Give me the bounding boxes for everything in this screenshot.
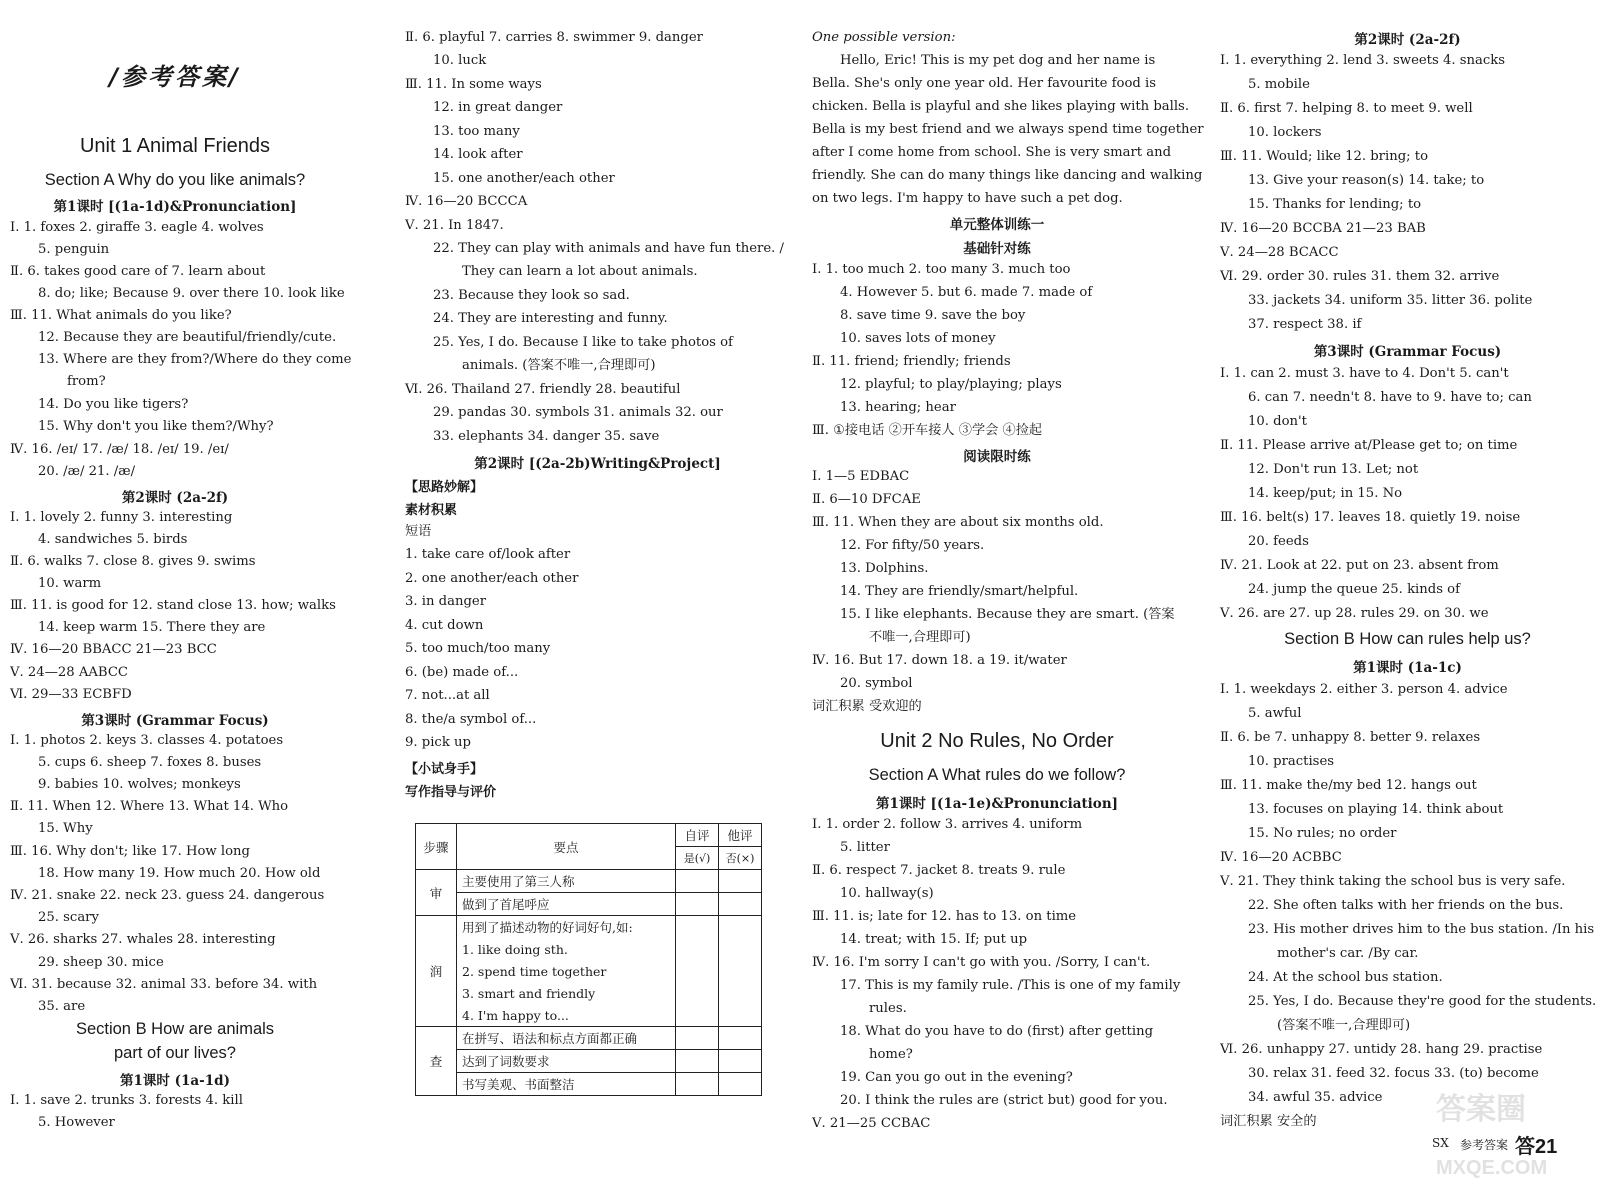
answer-line: Ⅵ. 31. because 32. animal 33. before 34. with — [10, 977, 318, 992]
watermark-logo: 答案圈 — [1436, 1093, 1526, 1126]
point-cell: 2. spend time together — [457, 960, 676, 982]
answer-line: 24. jump the queue 25. kinds of — [1248, 582, 1460, 597]
phrase-line: 4. cut down — [405, 618, 484, 633]
point-cell: 在拼写、语法和标点方面都正确 — [457, 1027, 676, 1050]
answer-line: 14. keep warm 15. There they are — [38, 620, 266, 635]
answer-line: 9. babies 10. wolves; monkeys — [38, 777, 241, 792]
table-row — [416, 1027, 762, 1050]
answer-line: Ⅱ. 6. be 7. unhappy 8. better 9. relaxes — [1220, 730, 1481, 745]
answer-line: Ⅲ. 11. make the/my bed 12. hangs out — [1220, 778, 1477, 793]
answer-line: Ⅲ. 11. When they are about six months old. — [812, 515, 1104, 530]
column-1 — [10, 0, 360, 1200]
unit-2-title: Unit 2 No Rules, No Order — [880, 730, 1114, 752]
answer-line: 12. playful; to play/playing; plays — [840, 377, 1062, 392]
tag-label: 素材积累 — [405, 503, 458, 518]
answer-line: 13. Where are they from?/Where do they come — [38, 352, 352, 367]
lesson-heading: 第1课时 [(1a-1e)&Pronunciation] — [875, 796, 1119, 812]
answer-line: Ⅱ. 6. respect 7. jacket 8. treats 9. rule — [812, 863, 1066, 878]
answer-line: 10. don't — [1248, 414, 1307, 429]
answer-line: Ⅴ. 21—25 CCBAC — [812, 1116, 931, 1131]
practice-heading: 基础针对练 — [963, 241, 1031, 257]
section-b-title: part of our lives? — [114, 1044, 236, 1062]
answer-line: Ⅴ. 24—28 BCACC — [1220, 245, 1339, 260]
answer-line: 8. save time 9. save the boy — [840, 308, 1026, 323]
phrase-line: 5. too much/too many — [405, 641, 551, 656]
answer-line: 5. awful — [1248, 706, 1302, 721]
answer-line: Ⅳ. 16—20 BBACC 21—23 BCC — [10, 642, 217, 657]
step-cell: 查 — [416, 1027, 457, 1096]
answer-line: Ⅱ. 6. walks 7. close 8. gives 9. swims — [10, 554, 256, 569]
point-cell: 主要使用了第三人称 — [457, 870, 676, 893]
footer-edition: SX — [1432, 1136, 1449, 1150]
answer-line: 24. At the school bus station. — [1248, 970, 1443, 985]
answer-line: Ⅳ. 16. I'm sorry I can't go with you. /Sorry, I can't. — [812, 955, 1151, 970]
point-cell: 1. like doing sth. — [457, 938, 676, 960]
lesson-heading: 第3课时 (Grammar Focus) — [1313, 344, 1502, 360]
answer-line: 20. I think the rules are (strict but) good for you. — [840, 1093, 1168, 1108]
answer-line: 10. practises — [1248, 754, 1335, 769]
answer-line: Ⅰ. 1. everything 2. lend 3. sweets 4. snacks — [1220, 53, 1505, 68]
answer-line: Ⅲ. 11. is good for 12. stand close 13. how; walks — [10, 598, 336, 613]
answer-line: animals. (答案不唯一,合理即可) — [462, 358, 656, 373]
header-point: 要点 — [457, 824, 676, 870]
answer-line: Ⅵ. 29—33 ECBFD — [10, 687, 132, 702]
phrase-line: 8. the/a symbol of... — [405, 712, 537, 727]
answer-line: from? — [67, 374, 106, 389]
evaluation-table — [415, 823, 762, 1096]
answer-line: Ⅲ. 16. Why don't; like 17. How long — [10, 844, 250, 859]
answer-line: Ⅰ. 1. order 2. follow 3. arrives 4. uniform — [812, 817, 1083, 832]
sample-heading: One possible version: — [812, 30, 956, 45]
answer-line: 13. Give your reason(s) 14. take; to — [1248, 173, 1485, 188]
answer-line: 15. one another/each other — [433, 171, 615, 186]
phrase-line: 6. (be) made of... — [405, 665, 519, 680]
point-cell: 用到了描述动物的好词好句,如: — [457, 916, 676, 939]
answer-line: 4. sandwiches 5. birds — [38, 532, 188, 547]
answer-line: 12. Don't run 13. Let; not — [1248, 462, 1419, 477]
point-cell: 书写美观、书面整洁 — [457, 1073, 676, 1096]
section-a-title: Section A What rules do we follow? — [868, 766, 1126, 784]
table-header-row — [416, 824, 762, 847]
lesson-heading: 第1课时 [(1a-1d)&Pronunciation] — [53, 199, 297, 215]
answer-line: 5. However — [38, 1115, 115, 1130]
answer-line: 15. Thanks for lending; to — [1248, 197, 1422, 212]
answer-line: 17. This is my family rule. /This is one of my family — [840, 978, 1181, 993]
answer-line: Ⅴ. 26. are 27. up 28. rules 29. on 30. we — [1220, 606, 1489, 621]
column-4 — [1220, 0, 1595, 1200]
answer-line: Ⅳ. 16—20 BCCBA 21—23 BAB — [1220, 221, 1426, 236]
answer-line: Ⅳ. 16. But 17. down 18. a 19. it/water — [812, 653, 1067, 668]
watermark-url: MXQE.COM — [1436, 1157, 1548, 1179]
answer-line: 14. They are friendly/smart/helpful. — [840, 584, 1079, 599]
answer-line: 15. Why — [38, 821, 93, 836]
answer-line: Ⅴ. 21. They think taking the school bus is very safe. — [1220, 874, 1566, 889]
answer-line: 15. Why don't you like them?/Why? — [38, 419, 274, 434]
table-row — [416, 1050, 762, 1073]
answer-line: 18. How many 19. How much 20. How old — [38, 866, 321, 881]
answer-line: 不唯一,合理即可) — [869, 630, 971, 645]
answers-banner: /参考答案/ — [109, 63, 241, 91]
answer-line: mother's car. /By car. — [1277, 946, 1419, 961]
essay-line: after I come home from school. She is very smart and — [812, 145, 1172, 160]
answer-line: 22. They can play with animals and have fun there. / — [433, 241, 784, 256]
section-b-title: Section B How are animals — [75, 1020, 275, 1038]
answer-line: 15. No rules; no order — [1248, 826, 1397, 841]
answer-line: Ⅲ. 11. is; late for 12. has to 13. on time — [812, 909, 1077, 924]
tag-label: 【小试身手】 — [405, 762, 484, 777]
reading-heading: 阅读限时练 — [963, 449, 1031, 465]
answer-line: Ⅰ. 1. save 2. trunks 3. forests 4. kill — [10, 1093, 243, 1108]
header-step: 步骤 — [416, 824, 457, 870]
answer-line: 37. respect 38. if — [1248, 317, 1362, 332]
answer-line: 14. keep/put; in 15. No — [1248, 486, 1403, 501]
tag-label: 写作指导与评价 — [405, 785, 497, 800]
lesson-heading: 第2课时 (2a-2f) — [1354, 32, 1461, 48]
answer-line: 29. pandas 30. symbols 31. animals 32. our — [433, 405, 723, 420]
answer-line: Ⅰ. 1—5 EDBAC — [812, 469, 910, 484]
column-3 — [812, 0, 1204, 1200]
footer-reference: 参考答案 — [1460, 1138, 1509, 1152]
answer-line: home? — [869, 1047, 913, 1062]
answer-line: 5. penguin — [38, 242, 110, 257]
answer-line: Ⅰ. 1. can 2. must 3. have to 4. Don't 5. can't — [1220, 366, 1509, 381]
answer-line: 8. do; like; Because 9. over there 10. look like — [38, 286, 345, 301]
answer-line: 12. in great danger — [433, 100, 563, 115]
answer-line: 10. saves lots of money — [840, 331, 996, 346]
table-row — [416, 1073, 762, 1096]
answer-line: Ⅳ. 16—20 ACBBC — [1220, 850, 1342, 865]
answer-line: Ⅱ. 11. When 12. Where 13. What 14. Who — [10, 799, 289, 814]
step-cell: 润 — [416, 916, 457, 1027]
answer-line: 29. sheep 30. mice — [38, 955, 164, 970]
answer-line: 10. hallway(s) — [840, 886, 934, 901]
answer-line: Ⅳ. 21. Look at 22. put on 23. absent from — [1220, 558, 1499, 573]
answer-line: Ⅵ. 26. unhappy 27. untidy 28. hang 29. practise — [1220, 1042, 1543, 1057]
vocab-note: 词汇积累 安全的 — [1220, 1114, 1317, 1129]
essay-line: Bella. She's only one year old. Her favourite food is — [812, 76, 1157, 91]
answer-line: 35. are — [38, 999, 86, 1014]
phrase-line: 2. one another/each other — [405, 571, 579, 586]
answer-line: Ⅳ. 21. snake 22. neck 23. guess 24. dangerous — [10, 888, 325, 903]
answer-line: 22. She often talks with her friends on the bus. — [1248, 898, 1564, 913]
answer-line: 23. His mother drives him to the bus station. /In his — [1248, 922, 1595, 937]
answer-line: 25. Yes, I do. Because they're good for the students. — [1248, 994, 1597, 1009]
answer-line: 13. hearing; hear — [840, 400, 956, 415]
answer-line: 5. cups 6. sheep 7. foxes 8. buses — [38, 755, 262, 770]
header-self: 自评 — [676, 824, 719, 847]
answer-line: 13. Dolphins. — [840, 561, 929, 576]
answer-line: rules. — [869, 1001, 907, 1016]
point-cell: 达到了词数要求 — [457, 1050, 676, 1073]
answer-line: (答案不唯一,合理即可) — [1277, 1018, 1411, 1033]
answer-line: 15. I like elephants. Because they are smart. (答案 — [840, 607, 1175, 622]
essay-line: Bella is my best friend and we always spend time together — [812, 122, 1204, 137]
tag-label: 【思路妙解】 — [405, 480, 484, 495]
answer-line: 13. too many — [433, 124, 520, 139]
section-b-title: Section B How can rules help us? — [1284, 630, 1531, 648]
lesson-heading: 第2课时 [(2a-2b)Writing&Project] — [474, 456, 721, 472]
answer-line: 20. feeds — [1248, 534, 1309, 549]
answer-line: Ⅲ. 11. What animals do you like? — [10, 308, 232, 323]
answer-line: 18. What do you have to do (first) after getting — [840, 1024, 1154, 1039]
answer-line: 5. mobile — [1248, 77, 1310, 92]
answer-line: 23. Because they look so sad. — [433, 288, 630, 303]
step-cell: 审 — [416, 870, 457, 916]
unit-review-heading: 单元整体训练一 — [949, 217, 1045, 233]
unit-1-title: Unit 1 Animal Friends — [79, 135, 271, 157]
answer-line: 10. luck — [433, 53, 487, 68]
answer-line: 5. litter — [840, 840, 890, 855]
answer-line: Ⅳ. 16—20 BCCCA — [405, 194, 528, 209]
answer-line: 25. Yes, I do. Because I like to take photos of — [433, 335, 733, 350]
answer-line: Ⅲ. 16. belt(s) 17. leaves 18. quietly 19. noise — [1220, 510, 1521, 525]
phrase-line: 1. take care of/look after — [405, 547, 571, 562]
phrase-line: 9. pick up — [405, 735, 471, 750]
table-row — [416, 893, 762, 916]
lesson-heading: 第1课时 (1a-1d) — [120, 1073, 230, 1089]
column-2 — [405, 0, 790, 1200]
answer-line: 20. symbol — [840, 676, 913, 691]
answer-line: 34. awful 35. advice — [1248, 1090, 1383, 1105]
vocab-note: 词汇积累 受欢迎的 — [812, 699, 922, 714]
answer-line: They can learn a lot about animals. — [462, 264, 698, 279]
point-cell: 3. smart and friendly — [457, 982, 676, 1004]
answer-line: 14. treat; with 15. If; put up — [840, 932, 1028, 947]
answer-line: 30. relax 31. feed 32. focus 33. (to) become — [1248, 1066, 1539, 1081]
essay-line: on two legs. I'm happy to have such a pet dog. — [812, 191, 1123, 206]
section-a-title: Section A Why do you like animals? — [44, 171, 306, 189]
answer-line: Ⅲ. 11. In some ways — [405, 77, 542, 92]
answer-line: Ⅱ. 6—10 DFCAE — [812, 492, 921, 507]
answer-line: 12. For fifty/50 years. — [840, 538, 985, 553]
essay-line: chicken. Bella is playful and she likes playing with balls. — [812, 99, 1190, 114]
answer-line: 33. elephants 34. danger 35. save — [433, 429, 660, 444]
answer-line: 12. Because they are beautiful/friendly/cute. — [38, 330, 337, 345]
answer-line: 24. They are interesting and funny. — [433, 311, 668, 326]
answer-line: Ⅳ. 16. /eɪ/ 17. /æ/ 18. /eɪ/ 19. /eɪ/ — [10, 442, 229, 457]
answer-line: 13. focuses on playing 14. think about — [1248, 802, 1504, 817]
answer-line: Ⅱ. 6. playful 7. carries 8. swimmer 9. danger — [405, 30, 703, 45]
answer-line: 6. can 7. needn't 8. have to 9. have to; can — [1248, 390, 1532, 405]
lesson-heading: 第3课时 (Grammar Focus) — [81, 713, 269, 729]
answer-line: Ⅴ. 24—28 AABCC — [10, 665, 129, 680]
answer-line: Ⅰ. 1. foxes 2. giraffe 3. eagle 4. wolves — [10, 220, 264, 235]
point-cell: 做到了首尾呼应 — [457, 893, 676, 916]
phrase-line: 3. in danger — [405, 594, 487, 609]
answer-line: Ⅵ. 29. order 30. rules 31. them 32. arrive — [1220, 269, 1500, 284]
answer-line: 25. scary — [38, 910, 99, 925]
answer-line: Ⅴ. 21. In 1847. — [405, 218, 504, 233]
answer-line: 4. However 5. but 6. made 7. made of — [840, 285, 1093, 300]
answer-line: Ⅱ. 6. first 7. helping 8. to meet 9. well — [1220, 101, 1473, 116]
header-peer: 他评 — [719, 824, 762, 847]
header-no: 否(×) — [719, 847, 762, 870]
essay-line: friendly. She can do many things like dancing and walking — [812, 168, 1203, 183]
header-yes: 是(√) — [676, 847, 719, 870]
phrase-line: 7. not...at all — [405, 688, 490, 703]
subtitle: 短语 — [405, 524, 432, 539]
answer-line: Ⅰ. 1. too much 2. too many 3. much too — [812, 262, 1071, 277]
answer-line: 20. /æ/ 21. /æ/ — [38, 464, 136, 479]
answer-line: 14. Do you like tigers? — [38, 397, 189, 412]
answer-line: Ⅴ. 26. sharks 27. whales 28. interesting — [10, 932, 276, 947]
lesson-heading: 第2课时 (2a-2f) — [121, 490, 229, 506]
answer-line: Ⅲ. ①接电话 ②开车接人 ③学会 ④捡起 — [812, 423, 1043, 438]
answer-line: Ⅵ. 26. Thailand 27. friendly 28. beautiful — [405, 382, 681, 397]
answer-line: 10. lockers — [1248, 125, 1322, 140]
answer-line: 19. Can you go out in the evening? — [840, 1070, 1073, 1085]
table-row — [416, 870, 762, 893]
answer-line: Ⅲ. 11. Would; like 12. bring; to — [1220, 149, 1429, 164]
answer-line: 33. jackets 34. uniform 35. litter 36. polite — [1248, 293, 1533, 308]
lesson-heading: 第1课时 (1a-1c) — [1353, 660, 1462, 676]
answer-line: Ⅰ. 1. weekdays 2. either 3. person 4. advice — [1220, 682, 1508, 697]
answer-line: 10. warm — [38, 576, 102, 591]
point-cell: 4. I'm happy to... — [457, 1004, 676, 1027]
page-number: 答21 — [1515, 1136, 1558, 1158]
answer-line: Ⅱ. 11. Please arrive at/Please get to; on time — [1220, 438, 1518, 453]
answer-line: Ⅱ. 6. takes good care of 7. learn about — [10, 264, 266, 279]
answer-line: Ⅰ. 1. lovely 2. funny 3. interesting — [10, 510, 233, 525]
answer-line: 14. look after — [433, 147, 523, 162]
answer-line: Ⅱ. 11. friend; friendly; friends — [812, 354, 1011, 369]
essay-line: Hello, Eric! This is my pet dog and her name is — [840, 53, 1156, 68]
answer-line: Ⅰ. 1. photos 2. keys 3. classes 4. potatoes — [10, 733, 284, 748]
table-row — [416, 916, 762, 939]
